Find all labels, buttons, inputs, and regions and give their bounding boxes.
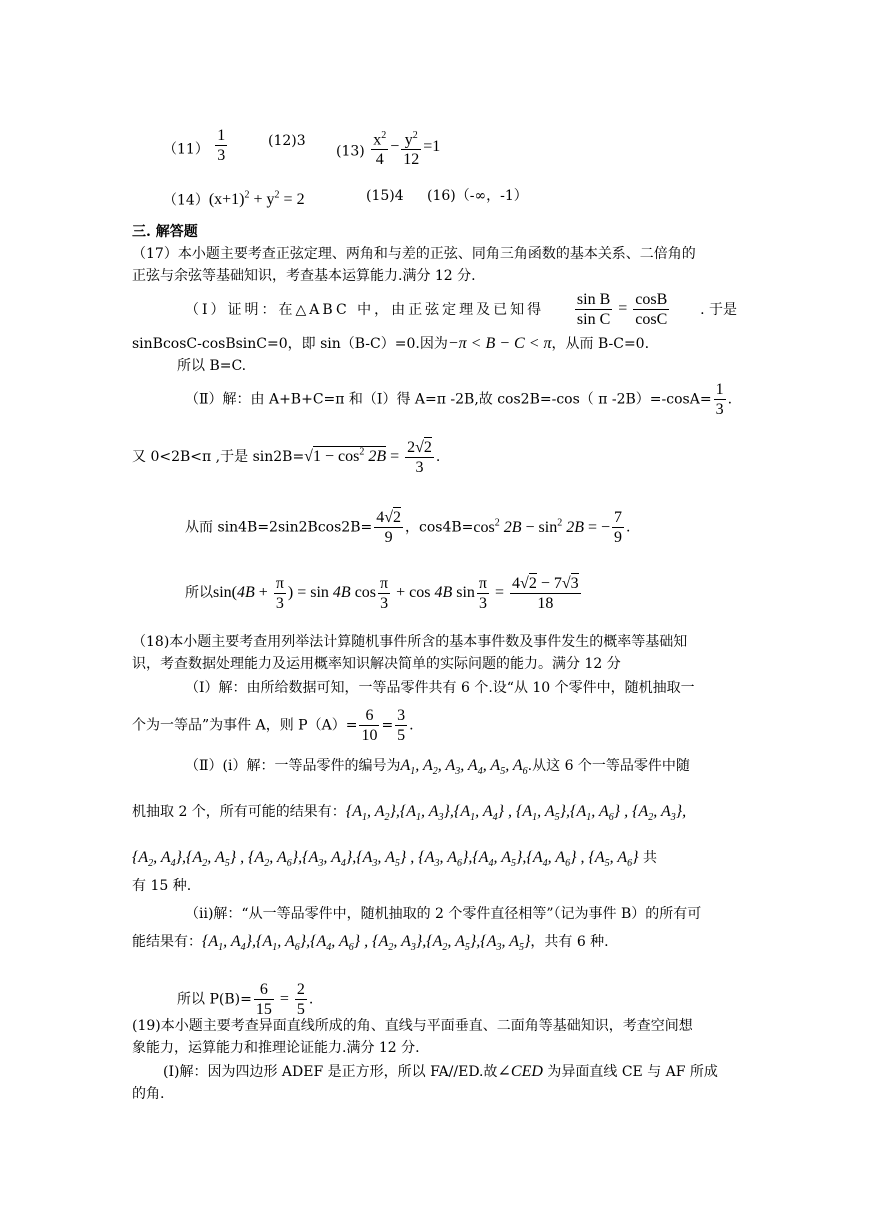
q17-part2-line1: （Ⅱ）解：由 A+B+C=π 和（Ⅰ）得 A=π -2B,故 cos2B=-cos（ π -2B）=-cosA= $\frac{1}{3}$ .: [185, 381, 733, 418]
q18-part1-line2: 个为一等品”为事件 A，则 P（A）= $\frac{6}{10}$ = $\frac{3}{5}$ .: [132, 707, 414, 744]
q17-part1-line3: 所以 B=C.: [177, 358, 247, 374]
q18-part2-line2: 机抽取 2 个，所有可能的结果有：{$A_1$, $A_2\},\{A_1$, $A_3\},\{A_1$, $A_4$} , {$A_1$, $A_5\},\{A_1$, $A_6$} , {$A_2$, $A_3$},: [132, 803, 687, 824]
q18-intro-2: 识，考查数据处理能力及运用概率知识解决简单的实际问题的能力。满分 12 分: [132, 656, 621, 672]
q17-part1-line1: （Ⅰ）证明：在△ABC 中，由正弦定理及已知得 $\frac{\text{sin B}}{\text{sin C}}$ = $\frac{\cos B}{\cos C}$ . 于是: [185, 291, 737, 328]
q18-part3-line2: 能结果有：{$A_1$, $A_4\},\{A_1$, $A_6\},\{A_4$, $A_6$} , {$A_2$, $A_3\},\{A_2$, $A_5\},\{A_3$, $A_5$}，共有 6 种.: [132, 933, 609, 954]
q18-intro-1: （18)本小题主要考查用列举法计算随机事件所含的基本事件数及事件发生的概率等基础知: [132, 634, 688, 650]
q19-intro-1: (19)本小题主要考查异面直线所成的角、直线与平面垂直、二面角等基础知识，考查空间想: [132, 1018, 693, 1034]
answer-16: (16)（-∞，-1）: [427, 188, 528, 204]
q18-part2-line4: 有 15 种.: [132, 878, 192, 894]
answer-12: (12)3: [268, 133, 306, 149]
q17-intro-1: （17）本小题主要考查正弦定理、两角和与差的正弦、同角三角函数的基本关系、二倍角的: [132, 246, 696, 262]
q18-part2-line3: {$A_2$, $A_4\},\{A_2$, $A_5$} , {$A_2$, $A_6\},\{A_3$, $A_4\},\{A_3$, $A_5$} , {$A_3$, $A_6\},\{A_4$, $A_5\},\{A_4$, $A_6$} , {$A_5$, $A_6$} 共: [132, 849, 658, 870]
answer-14: $(14)(x+1)^2 + y^2 = 2$: [163, 190, 305, 209]
q18-part3-line3: 所以 P(B)= $\frac{6}{15}$ = $\frac{2}{5}$ .: [177, 981, 314, 1018]
answer-13: (13) $\frac{x^2}{4}$ − $\frac{y^2}{12}$ =1: [336, 130, 440, 173]
q17-intro-2: 正弦与余弦等基础知识，考查基本运算能力.满分 12 分.: [132, 268, 476, 284]
q17-part2-line3: 从而 sin4B=2sin2Bcos2B= $\frac{4√2}{9}$ ，$\cos 4B=\cos^2$ $2B - \sin^2 2B$ = − $\frac{7}{9}$ .: [185, 509, 631, 547]
answer-15: (15)4: [366, 188, 404, 204]
q18-part2-line1: （Ⅱ）(i）解：一等品零件的编号为$A_1$, $A_2$, $A_3$, $A_4$, $A_5$, $A_6$.从这 6 个一等品零件中随: [185, 757, 690, 778]
q17-part2-line4: 所以sin(4B + $\frac{\pi}{3}$ ) = sin 4B cos $\frac{\pi}{3}$ + cos 4B sin $\frac{\pi}{3}$ = $\frac{4√2 - 7√3}{18}$: [185, 575, 579, 612]
section-title: 三. 解答题: [132, 224, 198, 240]
q19-intro-2: 象能力，运算能力和推理论证能力.满分 12 分.: [132, 1040, 420, 1056]
answer-11: （11） $\frac{1}{3}$: [163, 127, 226, 164]
q19-part1-line1: (Ⅰ)解：因为四边形 ADEF 是正方形，所以 FA//ED.故∠CED 为异面直线 CE 与 AF 所成: [163, 1063, 718, 1080]
q18-part3-line1: （ii)解：“从一等品零件中，随机抽取的 2 个零件直径相等”（记为事件 B）的所有可: [185, 906, 702, 922]
q19-part1-line2: 的角.: [132, 1086, 165, 1102]
q17-part1-line2: sinBcosC-cosBsinC=0，即 sin（B-C）=0.因为−π < B − C < π，从而 B-C=0.: [132, 335, 650, 352]
q17-part2-line2: 又 0<2B<π ,于是 $\sin 2B=√1 - \cos^2 2B$ = $\frac{2√2}{3}$ .: [132, 439, 441, 476]
q18-part1-line1: （Ⅰ）解：由所给数据可知，一等品零件共有 6 个.设“从 10 个零件中，随机抽取一: [185, 680, 695, 696]
